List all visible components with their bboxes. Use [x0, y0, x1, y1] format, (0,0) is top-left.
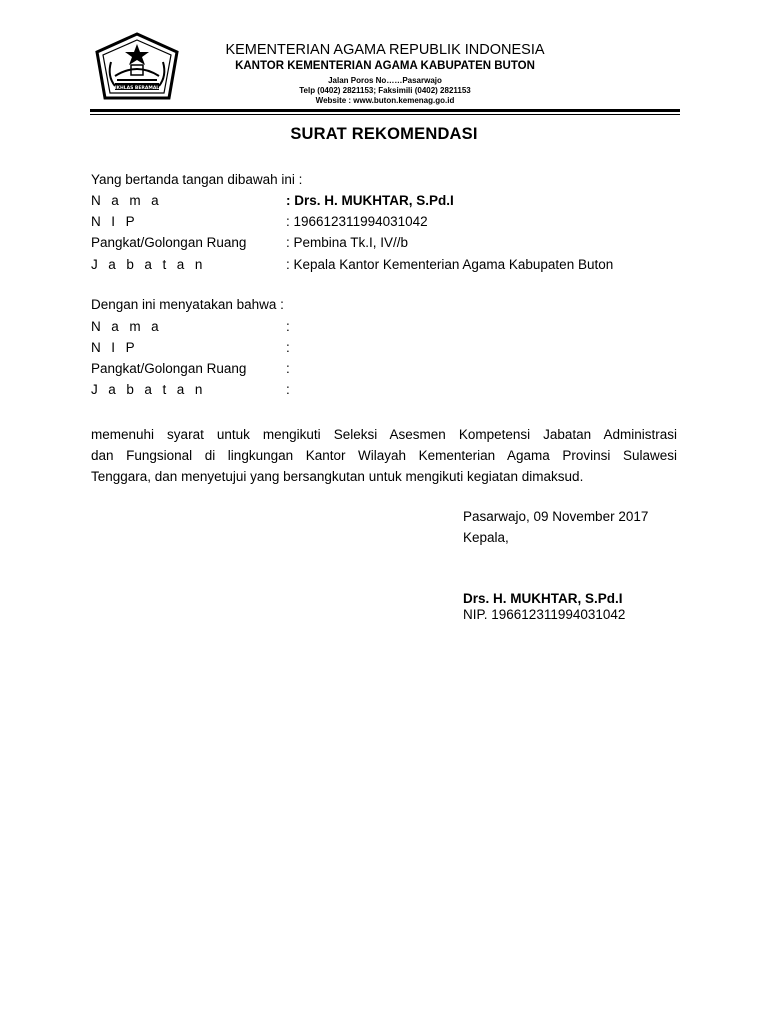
letterhead — [200, 42, 570, 106]
signer-position-label: J a b a t a n — [91, 257, 206, 272]
document-title: SURAT REKOMENDASI — [290, 125, 478, 143]
office-website: Website : www.buton.kemenag.go.id — [315, 96, 455, 105]
signer-rank-value: : Pembina Tk.I, IV//b — [286, 235, 409, 250]
statement-line: memenuhi syarat untuk mengikuti Seleksi Asesmen Kompetensi Jabatan Administrasi — [91, 427, 677, 442]
subject-nip-value: : — [286, 340, 290, 355]
signer-rank-label: Pangkat/Golongan Ruang — [91, 235, 247, 250]
statement-line: dan Fungsional di lingkungan Kantor Wilayah Kementerian Agama Provinsi Sulawesi — [91, 448, 677, 463]
signer-name-value: : Drs. H. MUKHTAR, S.Pd.I — [286, 193, 454, 208]
signature-position: Kepala, — [463, 530, 509, 545]
letterhead-rule-thick — [90, 109, 680, 112]
signer-nip-label: N I P — [91, 214, 139, 229]
ministry-logo — [93, 32, 181, 106]
signature-name: Drs. H. MUKHTAR, S.Pd.I — [463, 591, 623, 606]
subject-position-label: J a b a t a n — [91, 382, 206, 397]
subject-nip-label: N I P — [91, 340, 139, 355]
subject-name-label: N a m a — [91, 319, 163, 334]
subject-rank-label: Pangkat/Golongan Ruang — [91, 361, 247, 376]
signer-nip-value: : 196612311994031042 — [286, 214, 428, 229]
signer-name-label: N a m a — [91, 193, 163, 208]
signer-intro: Yang bertanda tangan dibawah ini : — [91, 172, 303, 187]
office-name: KANTOR KEMENTERIAN AGAMA KABUPATEN BUTON — [235, 60, 535, 72]
logo-text: IKHLAS BERAMAL — [114, 86, 160, 91]
subject-intro: Dengan ini menyatakan bahwa : — [91, 297, 284, 312]
subject-rank-value: : — [286, 361, 290, 376]
signature-place-date: Pasarwajo, 09 November 2017 — [463, 509, 649, 524]
subject-position-value: : — [286, 382, 290, 397]
subject-name-value: : — [286, 319, 290, 334]
letterhead-rule-thin — [90, 114, 680, 115]
signer-position-value: : Kepala Kantor Kementerian Agama Kabupaten Buton — [286, 257, 614, 272]
statement-line: Tenggara, dan menyetujui yang bersangkutan untuk mengikuti kegiatan dimaksud. — [91, 469, 584, 484]
statement-paragraph — [91, 424, 677, 487]
signature-nip: NIP. 196612311994031042 — [463, 607, 626, 622]
office-phone: Telp (0402) 2821153; Faksimili (0402) 2821153 — [299, 86, 471, 95]
office-address: Jalan Poros No……Pasarwajo — [328, 76, 442, 85]
ministry-name: KEMENTERIAN AGAMA REPUBLIK INDONESIA — [225, 42, 545, 58]
